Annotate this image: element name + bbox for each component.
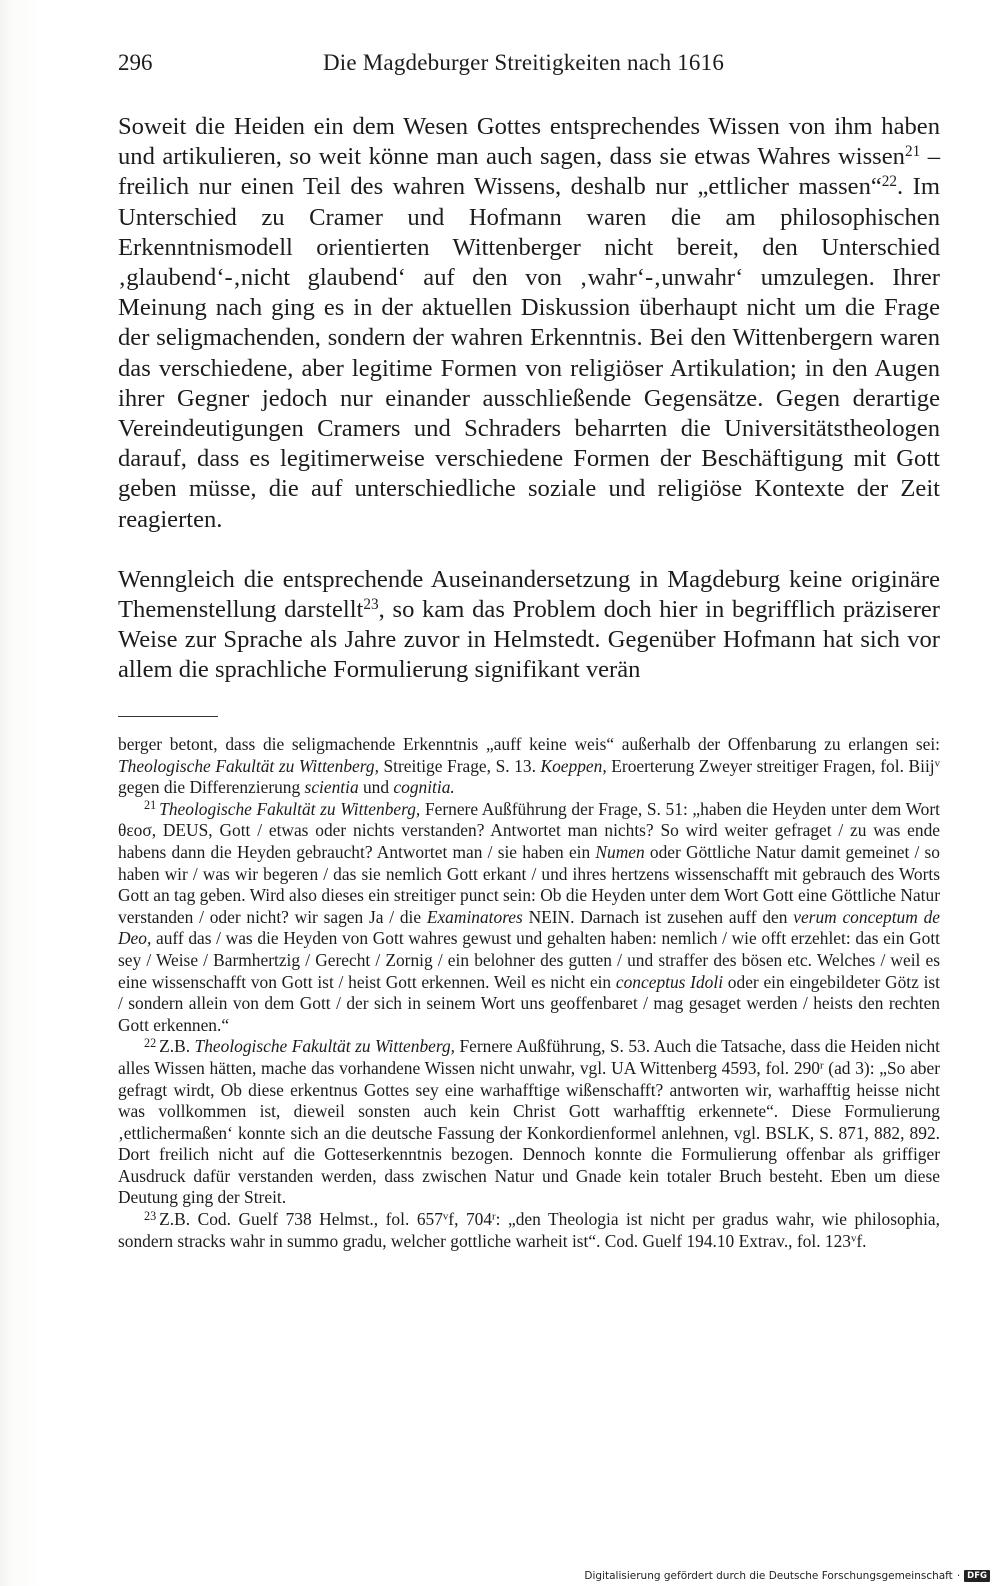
italic-text: Koeppen, — [540, 755, 607, 776]
italic-text: Examinatores — [426, 906, 523, 927]
superscript: 23 — [363, 596, 379, 614]
italic-text: Theologische Fakultät zu Wittenberg, — [194, 1036, 456, 1057]
digitization-credit: Digitalisierung gefördert durch die Deutsche Forschungsgemeinschaft · DFG — [584, 1570, 990, 1582]
text-run: , so kam das Problem doch hier in begrifflich präziserer Weise zur Sprache als Jahre zuvor in Helmstedt. Gegenüber Hofmann hat sich vor allem die sprachliche Formulierung signifikant verän — [118, 596, 940, 684]
superscript: 22 — [881, 173, 898, 191]
text-run: Z.B. Cod. Guelf 738 Helmst., fol. 657 — [159, 1209, 443, 1230]
paragraph — [118, 112, 940, 535]
superscript: v — [934, 756, 940, 769]
footnote-number: 22 — [144, 1035, 157, 1050]
superscript: r — [492, 1210, 496, 1223]
text-run: Eroerterung Zweyer streitiger Fragen, fol. Biij — [606, 755, 935, 776]
text-run: gegen die Differenzierung — [118, 777, 305, 798]
italic-text: verum conceptum de Deo, — [118, 906, 940, 949]
footnote-continuation — [118, 734, 940, 799]
italic-text: scientia — [304, 777, 359, 798]
footnotes — [118, 734, 940, 1252]
footnote-23 — [118, 1209, 940, 1252]
paragraph — [118, 565, 940, 686]
italic-text: Numen — [595, 841, 645, 862]
superscript: v — [850, 1232, 857, 1245]
footnote-separator — [118, 716, 218, 717]
superscript: r — [819, 1059, 824, 1072]
dfg-logo-icon: DFG — [964, 1570, 990, 1582]
text-run: f. — [856, 1230, 867, 1251]
footnote-21 — [118, 799, 940, 1037]
text-run: Fernere Außführung, S. 53. Auch die Tatsache, dass die Heiden nicht alles Wissen hätten, mache das vorhandene Wissen nicht unwahr, vgl. UA Wittenberg 4593, fol. 290 — [118, 1036, 941, 1078]
footnote-22 — [118, 1036, 940, 1209]
text-run: berger betont, dass die seligmachende Erkenntnis „auff keine weis“ außerhalb der Offenbarung zu erlangen sei: — [118, 734, 940, 754]
superscript: 21 — [904, 143, 921, 161]
footnote-number: 21 — [144, 798, 157, 813]
text-run: auff das / was die Heyden von Gott wahres gewust und gehalten haben: nemlich / wie offt erzehlet: das ein Gott sey / Weise / Barmhertzig / Gerecht / Zornig / ein belohner des gutten / und straffer des bösen etc. Welches / weil es eine wissenschafft von Gott ist / heist Gott erkennen. Weil es nicht ein — [118, 928, 940, 992]
italic-text: cognitia. — [393, 777, 455, 798]
superscript: v — [442, 1210, 449, 1223]
text-run: oder Göttliche Natur damit gemeinet / so haben wir / was wir begeren / das sie nemlich Gott erkant / und ihres hertzens wissenschafft mit gebrauch des Worts Gott an tag geben. Wird also dieses ein streitiger punct sein: Ob die Heyden unter dem Wort Gott eine Göttliche Natur verstanden / oder nicht? wir sagen Ja / die — [118, 841, 940, 927]
text-run: oder ein eingebildeter Götz ist / sondern allein von dem Gott / der sich in seinem Wort uns geoffenbaret / mag gesaget werden / heists den rechten Gott erkennen.“ — [118, 971, 941, 1035]
text-run: und — [358, 777, 394, 798]
text-run: f, 704 — [448, 1209, 493, 1230]
text-run: Fernere Außführung der Frage, S. 51: „haben die Heyden unter dem Wort θεοσ, DEUS, Gott / etwas oder nichts verstanden? Antwortet man nichts? So wird weiter gefraget / zu was ende habens dann die Heyden gebraucht? Antwortet man / sie haben ein — [118, 798, 940, 862]
text-run: NEIN. Darnach ist zusehen auff den — [522, 906, 794, 927]
italic-text: Theologische Fakultät zu Wittenberg, — [159, 798, 421, 819]
running-title: Die Magdeburger Streitigkeiten nach 1616 — [323, 50, 725, 75]
page-number: 296 — [118, 50, 153, 75]
text-run: (ad 3): „So aber gefragt wirdt, Ob diese erkentnus Gottes sey eine warhafftige wißenschafft? antworten wir, warhafftig heisse nicht was vollkommen ist, dieweil sonsten auch kein Christ Gott warhafftig erkennete“. Diese Formulierung ‚ettlichermaßen‘ konnte sich an die deutsche Fassung der Konkordienformel anlehnen, vgl. BSLK, S. 871, 882, 892. Dort freilich nicht auf die Gotteserkenntnis bezogen. Dennoch konnte die Formulierung offenbar als griffiger Ausdruck dafür verstanden werden, dass zwischen Natur und Gnade kein totaler Bruch besteht. Eben um diese Deutung ging der Streit. — [118, 1057, 940, 1208]
text-run: Wenngleich die entsprechende Auseinandersetzung in Magdeburg keine originäre Themenstellung darstellt — [118, 565, 940, 624]
italic-text: Theologische Fakultät zu Wittenberg, — [118, 755, 379, 776]
text-run: Soweit die Heiden ein dem Wesen Gottes entsprechendes Wissen von ihm haben und artikulieren, so weit könne man auch sagen, dass sie etwas Wahres wissen — [118, 113, 940, 171]
text-run: . Im Unterschied zu Cramer und Hofmann waren die am philosophischen Erkenntnismodell orientierten Wittenberger nicht bereit, den Unterschied ‚glaubend‘-‚nicht glaubend‘ auf den von ‚wahr‘-‚unwahr‘ umzulegen. Ihrer Meinung nach ging es in der aktuellen Diskussion überhaupt nicht um die Frage der seligmachenden, sondern der wahren Erkenntnis. Bei den Wittenbergern waren das verschiedene, aber legitime Formen von religiöser Artikulation; in den Augen ihrer Gegner jedoch nur einander ausschließende Gegensätze. Gegen derartige Vereindeutigungen Cramers und Schraders beharrten die Universitätstheologen darauf, dass es legitimerweise verschiedene Formen der Beschäftigung mit Gott geben müsse, die auf unterschiedliche soziale und religiöse Kontexte der Zeit reagierten. — [118, 173, 940, 533]
text-run: Streitige Frage, S. 13. — [378, 755, 541, 776]
footnote-number: 23 — [144, 1208, 157, 1223]
main-text — [118, 112, 940, 686]
text-run: : „den Theologia ist nicht per gradus wahr, wie philosophia, sondern stracks wahr in summo gradu, welcher gottliche warheit ist“. Cod. Guelf 194.10 Extrav., fol. 123 — [118, 1209, 940, 1251]
text-run: Z.B. — [159, 1036, 195, 1057]
italic-text: conceptus Idoli — [615, 971, 724, 992]
credit-text: Digitalisierung gefördert durch die Deutsche Forschungsgemeinschaft — [584, 1570, 953, 1582]
text-run: – freilich nur einen Teil des wahren Wissens, deshalb nur „ettlicher massen“ — [118, 143, 940, 201]
